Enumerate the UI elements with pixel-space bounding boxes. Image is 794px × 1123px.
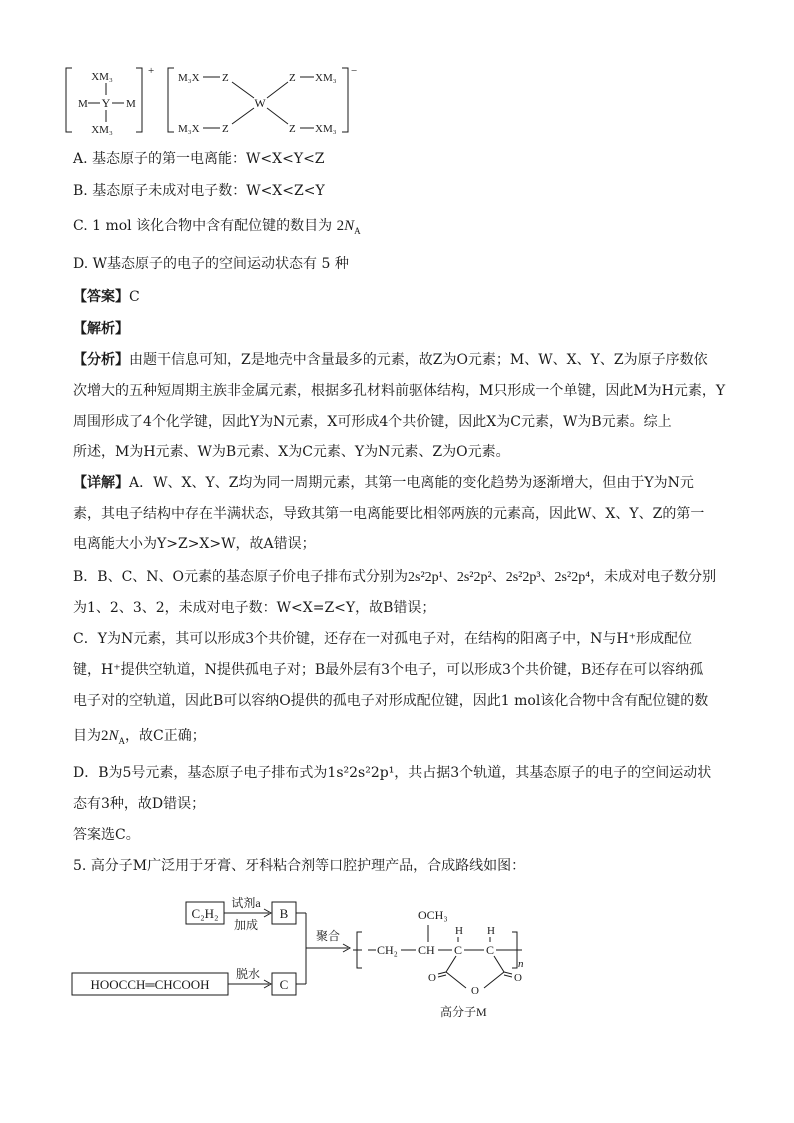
question-5 [73,858,525,874]
detail-c-line-1: C．Y为N元素，其可以形成3个共价键，还存在一对孤电子对，在结构的阳离子中，N与H⁺形成配位 [73,631,692,647]
cation-top-group: XM₃ [91,71,113,83]
detail-c-formula: $2N_A$ [101,728,126,746]
detail-conclusion: 答案选C。 [73,827,140,843]
cation-bottom-group: XM₃ [91,124,113,136]
reactant-maleic: HOOCCH═CHCOOH [90,977,210,992]
question-5-number: 5. [73,858,87,874]
option-d: D. W基态原子的电子的空间运动状态有 5 种 [73,256,349,272]
answer-value: C [129,289,140,305]
detail-c-line-2: 键，H⁺提供空轨道，N提供孤电子对；B最外层有3个电子，可以形成3个共价键，B还存在可以容纳孤 [73,662,704,678]
detail-b-line-2: 为1、2、3、2，未成对电子数：W<X=Z<Y，故B错误； [73,600,436,616]
anion-right-bracket [342,68,348,132]
analysis-line-1: 【分析】由题干信息可知，Z是地壳中含量最多的元素，故Z为O元素；M、W、X、Y、Z为原子序数依 [73,352,708,368]
cation-left-atom: M [78,98,88,110]
polymerize-label: 聚合 [315,929,341,943]
dehydrate-label: 脱水 [235,967,261,981]
question-5-text: 高分子M广泛用于牙膏、牙科粘合剂等口腔护理产品，合成路线如图： [90,858,526,874]
ring-oxygen: O [471,985,479,997]
cation-left-bracket [66,68,72,132]
cation-right-atom: M [126,98,136,110]
anion-bottom-right-group: XM₃ [315,123,337,135]
option-a: A. 基态原子的第一电离能：W<X<Y<Z [73,151,325,167]
detail-b-configs: 2s²2p¹、2s²2p²、2s²2p³、2s²2p⁴ [408,570,591,585]
product-c: C [279,977,289,992]
answer-line [73,289,140,305]
methoxy-group: OCH₃ [418,908,448,922]
ring-carbon-2: C [486,943,495,957]
repeat-n: n [518,958,524,970]
option-b: B. 基态原子未成对电子数：W<X<Z<Y [73,183,325,199]
addition-label: 加成 [233,918,259,932]
detail-b-line-1: B．B、C、N、O元素的基态原子价电子排布式分别为2s²2p¹、2s²2p²、2s²2p³、2s²2p⁴，未成对电子数分别 [73,569,717,585]
product-b: B [279,906,289,921]
anion-top-left-z: Z [222,72,229,84]
cation-center: Y [101,96,111,110]
detail-a-line-1: 【详解】A．W、X、Y、Z均为同一周期元素，其第一电离能的变化趋势为逐渐增大，但由于Y为N元 [73,475,694,491]
detail-tag: 【详解】 [73,475,129,491]
option-c [73,218,361,234]
carbonyl-o-right: O [514,972,522,984]
anion-bottom-left-group: M₃X [178,123,200,135]
analysis-line-2: 次增大的五种短周期主族非金属元素，根据多孔材料前驱体结构，M只形成一个单键，因此M为H元素，Y [73,383,726,399]
option-c-text: C. 1 mol 该化合物中含有配位键的数目为 [73,218,333,234]
anion-center: W [254,96,266,110]
carbonyl-o-left: O [428,972,436,984]
anion-bottom-left-z: Z [222,123,229,135]
analysis-heading: 【解析】 [73,321,129,337]
precursor-structure [60,60,380,140]
chain-ch: CH [418,943,435,957]
anion-top-right-z: Z [289,72,296,84]
anion-top-left-group: M₃X [178,72,200,84]
detail-c-line-3: 电子对的空轨道，因此B可以容纳O提供的孤电子对形成配位键，因此1 mol该化合物中含有配位键的数 [73,693,709,709]
synthesis-scheme [66,890,546,1025]
ring-h-2: H [487,925,495,937]
cation-charge: + [148,65,155,77]
detail-a-line-3: 电离能大小为Y>Z>X>W，故A错误； [73,536,316,552]
option-c-formula: $2N_A$ [336,218,361,236]
reagent-a-label: 试剂a [231,896,261,910]
reactant-c2h2: C₂H₂ [191,906,219,921]
answer-tag: 【答案】 [73,289,129,305]
anion-left-bracket [168,68,174,132]
detail-d-line-1: D．B为5号元素，基态原子电子排布式为1s²2s²2p¹，共占据3个轨道，其基态原子的电子的空间运动状 [73,765,712,781]
ring-carbon-1: C [454,943,463,957]
polymer-caption: 高分子M [440,1005,487,1019]
analysis-tag: 【分析】 [73,352,129,368]
detail-d-line-2: 态有3种，故D错误； [73,796,206,812]
detail-a-line-2: 素，其电子结构中存在半满状态，导致其第一电离能要比相邻两族的元素高，因此W、X、Y、Z的第一 [73,506,705,522]
analysis-line-4: 所述，M为H元素、W为B元素、X为C元素、Y为N元素、Z为O元素。 [73,444,510,460]
anion-charge: − [351,65,358,77]
detail-c-line-4: 目为$2N_A$，故C正确； [73,728,206,746]
chain-ch2: CH₂ [377,943,398,957]
anion-top-right-group: XM₃ [315,72,337,84]
ring-h-1: H [455,925,463,937]
analysis-line-3: 周围形成了4个化学键，因此Y为N元素，X可形成4个共价键，因此X为C元素，W为B元素。综上 [73,414,672,430]
anion-bottom-right-z: Z [289,123,296,135]
cation-right-bracket [136,68,142,132]
